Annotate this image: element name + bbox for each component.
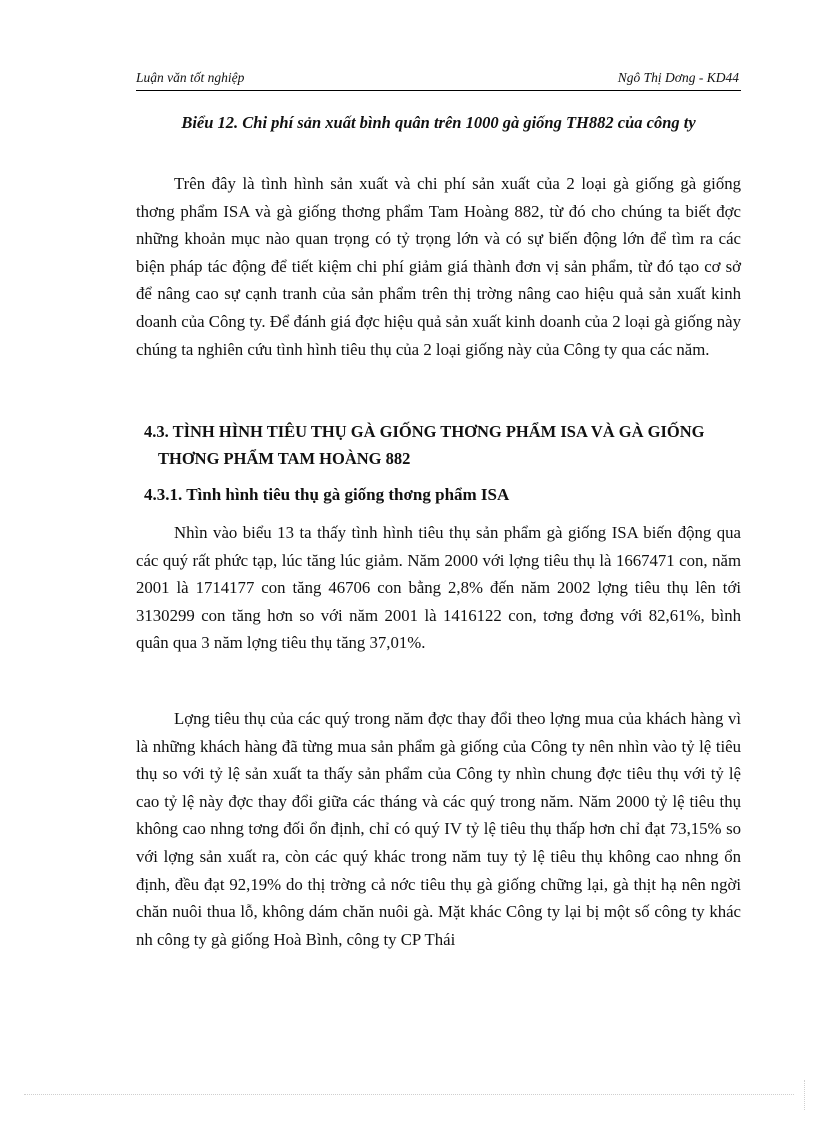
section-heading: 4.3. TÌNH HÌNH TIÊU THỤ GÀ GIỐNG THƠNG PHẨM ISA VÀ GÀ GIỐNG THƠNG PHẨM TAM HOÀNG 882 bbox=[144, 422, 705, 468]
table-caption: Biểu 12. Chi phí sản xuất bình quân trên 1000 gà giống TH882 của công ty bbox=[181, 113, 696, 132]
paragraph-sales-overview: Nhìn vào biểu 13 ta thấy tình hình tiêu thụ sản phẩm gà giống ISA biến động qua các quý rất phức tạp, lúc tăng lúc giảm. Năm 2000 với lợng tiêu thụ là 1667471 con, năm 2001 là 1714177 con tăng 46706 con bằng 2,8% đến năm 2002 lợng tiêu thụ lên tới 3130299 con tăng hơn so với năm 2001 là 1416122 con, tơng đơng với 82,61%, bình quân qua 3 năm lợng tiêu thụ tăng 37,01%. bbox=[136, 523, 741, 653]
running-header bbox=[136, 70, 741, 91]
subsection-heading: 4.3.1. Tình hình tiêu thụ gà giống thơng phẩm ISA bbox=[144, 485, 510, 504]
paragraph-intro: Trên đây là tình hình sản xuất và chi phí sản xuất của 2 loại gà giống gà giống thơng phẩm ISA và gà giống thơng phẩm Tam Hoàng 882, từ đó cho chúng ta biết đợc những khoản mục nào quan trọng có tỷ trọng lớn và có sự biến động lớn để tìm ra các biện pháp tác động để tiết kiệm chi phí giảm giá thành đơn vị sản phẩm, từ đó tạo cơ sở để nâng cao sự cạnh tranh của sản phẩm trên thị trờng nâng cao hiệu quả sản xuất kinh doanh của Công ty. Để đánh giá đợc hiệu quả sản xuất kinh doanh của 2 loại gà giống này chúng ta nghiên cứu tình hình tiêu thụ của 2 loại giống này của Công ty qua các năm. bbox=[136, 174, 741, 359]
header-thesis-label: Luận văn tốt nghiệp bbox=[136, 70, 245, 85]
header-author: Ngô Thị Dơng - KD44 bbox=[617, 70, 739, 85]
page-bottom-border bbox=[24, 1094, 794, 1095]
paragraph-quarterly-sales: Lợng tiêu thụ của các quý trong năm đợc thay đổi theo lợng mua của khách hàng vì là những khách hàng đã từng mua sản phẩm gà giống của Công ty nên nhìn vào tỷ lệ tiêu thụ so với tỷ lệ sản xuất ta thấy sản phẩm của Công ty nhìn chung đợc tiêu thụ với tỷ lệ cao tỷ lệ này đợc thay đổi giữa các tháng và các quý trong năm. Năm 2000 tỷ lệ tiêu thụ không cao nhng tơng đối ổn định, chỉ có quý IV tỷ lệ tiêu thụ thấp hơn chỉ đạt 73,15% so với lợng sản xuất ra, còn các quý khác trong năm tuy tỷ lệ tiêu thụ không cao nhng ổn định, đều đạt 92,19% do thị trờng cả nớc tiêu thụ gà giống chững lại, gà thịt hạ nên ngời chăn nuôi thua lỗ, không dám chăn nuôi gà. Mặt khác Công ty lại bị một số công ty khác nh công ty gà giống Hoà Bình, công ty CP Thái bbox=[136, 709, 741, 949]
page-corner-mark bbox=[804, 1080, 806, 1110]
